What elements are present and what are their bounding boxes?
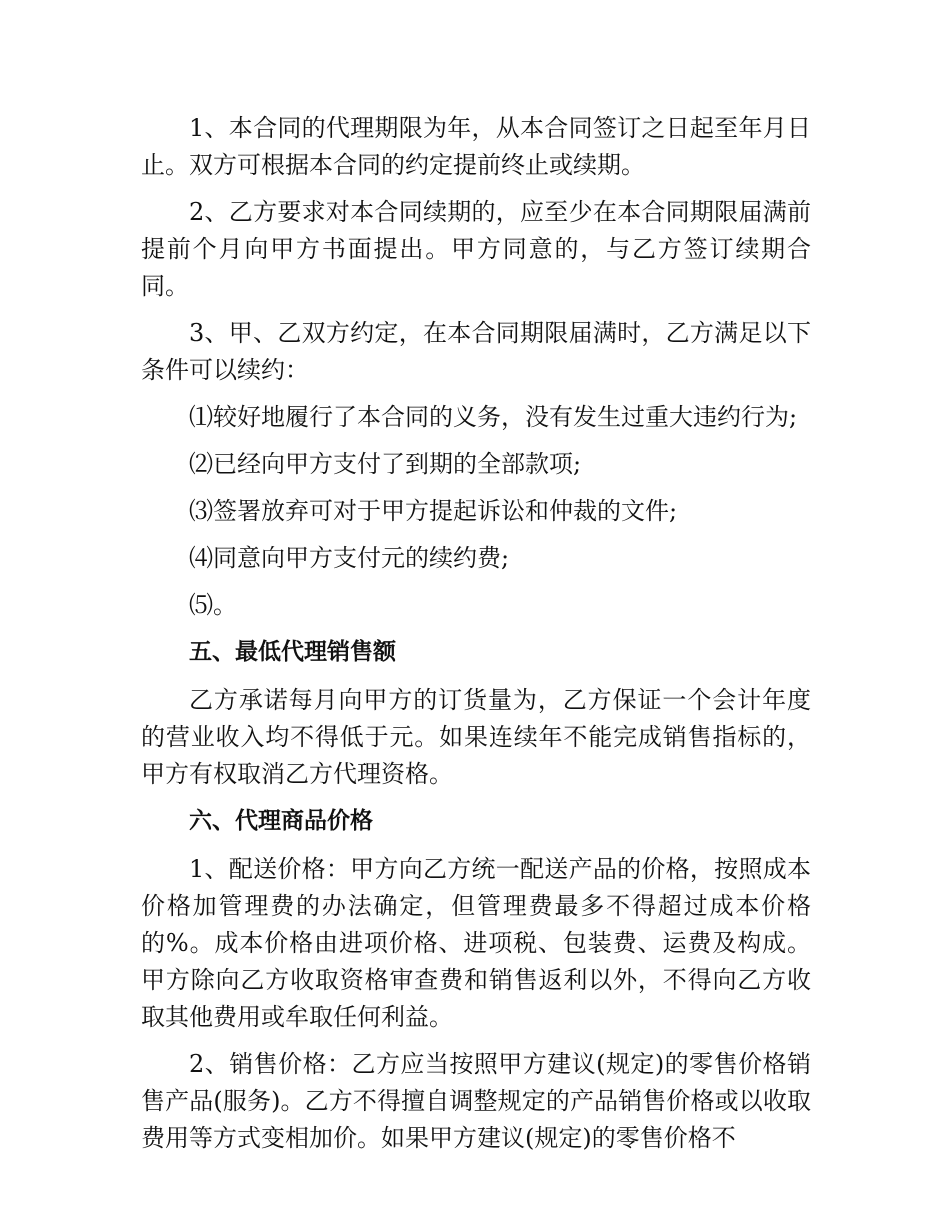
clause-3-renewal-conditions: 3、甲、乙双方约定，在本合同期限届满时，乙方满足以下条件可以续约： (141, 319, 811, 384)
section-heading-minimum-sales: 五、最低代理销售额 (189, 639, 396, 665)
condition-2: ⑵已经向甲方支付了到期的全部款项; (189, 450, 582, 478)
price-clause-1-delivery: 1、配送价格：甲方向乙方统一配送产品的价格，按照成本价格加管理费的办法确定，但管理费最多不得超过成本价格的%。成本价格由进项价格、进项税、包装费、运费及构成。甲方除向乙方收取资格审查费和销售返利以外，不得向乙方收取其他费用或牟取任何利益。 (141, 855, 811, 1031)
condition-4: ⑷同意向甲方支付元的续约费; (189, 544, 510, 572)
minimum-sales-clause: 乙方承诺每月向甲方的订货量为，乙方保证一个会计年度的营业收入均不得低于元。如果连续年不能完成销售指标的，甲方有权取消乙方代理资格。 (141, 686, 811, 788)
condition-1: ⑴较好地履行了本合同的义务，没有发生过重大违约行为; (189, 403, 798, 431)
document-body (141, 110, 811, 1167)
condition-3: ⑶签署放弃可对于甲方提起诉讼和仲裁的文件; (189, 497, 678, 525)
clause-2-renewal-request: 2、乙方要求对本合同续期的，应至少在本合同期限届满前提前个月向甲方书面提出。甲方同意的，与乙方签订续期合同。 (141, 198, 811, 300)
condition-5: ⑸。 (189, 591, 237, 619)
price-clause-2-retail: 2、销售价格：乙方应当按照甲方建议(规定)的零售价格销售产品(服务)。乙方不得擅自调整规定的产品销售价格或以收取费用等方式变相加价。如果甲方建议(规定)的零售价格不 (141, 1050, 811, 1152)
section-heading-product-price: 六、代理商品价格 (189, 808, 373, 834)
clause-1-term: 1、本合同的代理期限为年，从本合同签订之日起至年月日止。双方可根据本合同的约定提前终止或续期。 (141, 114, 811, 179)
